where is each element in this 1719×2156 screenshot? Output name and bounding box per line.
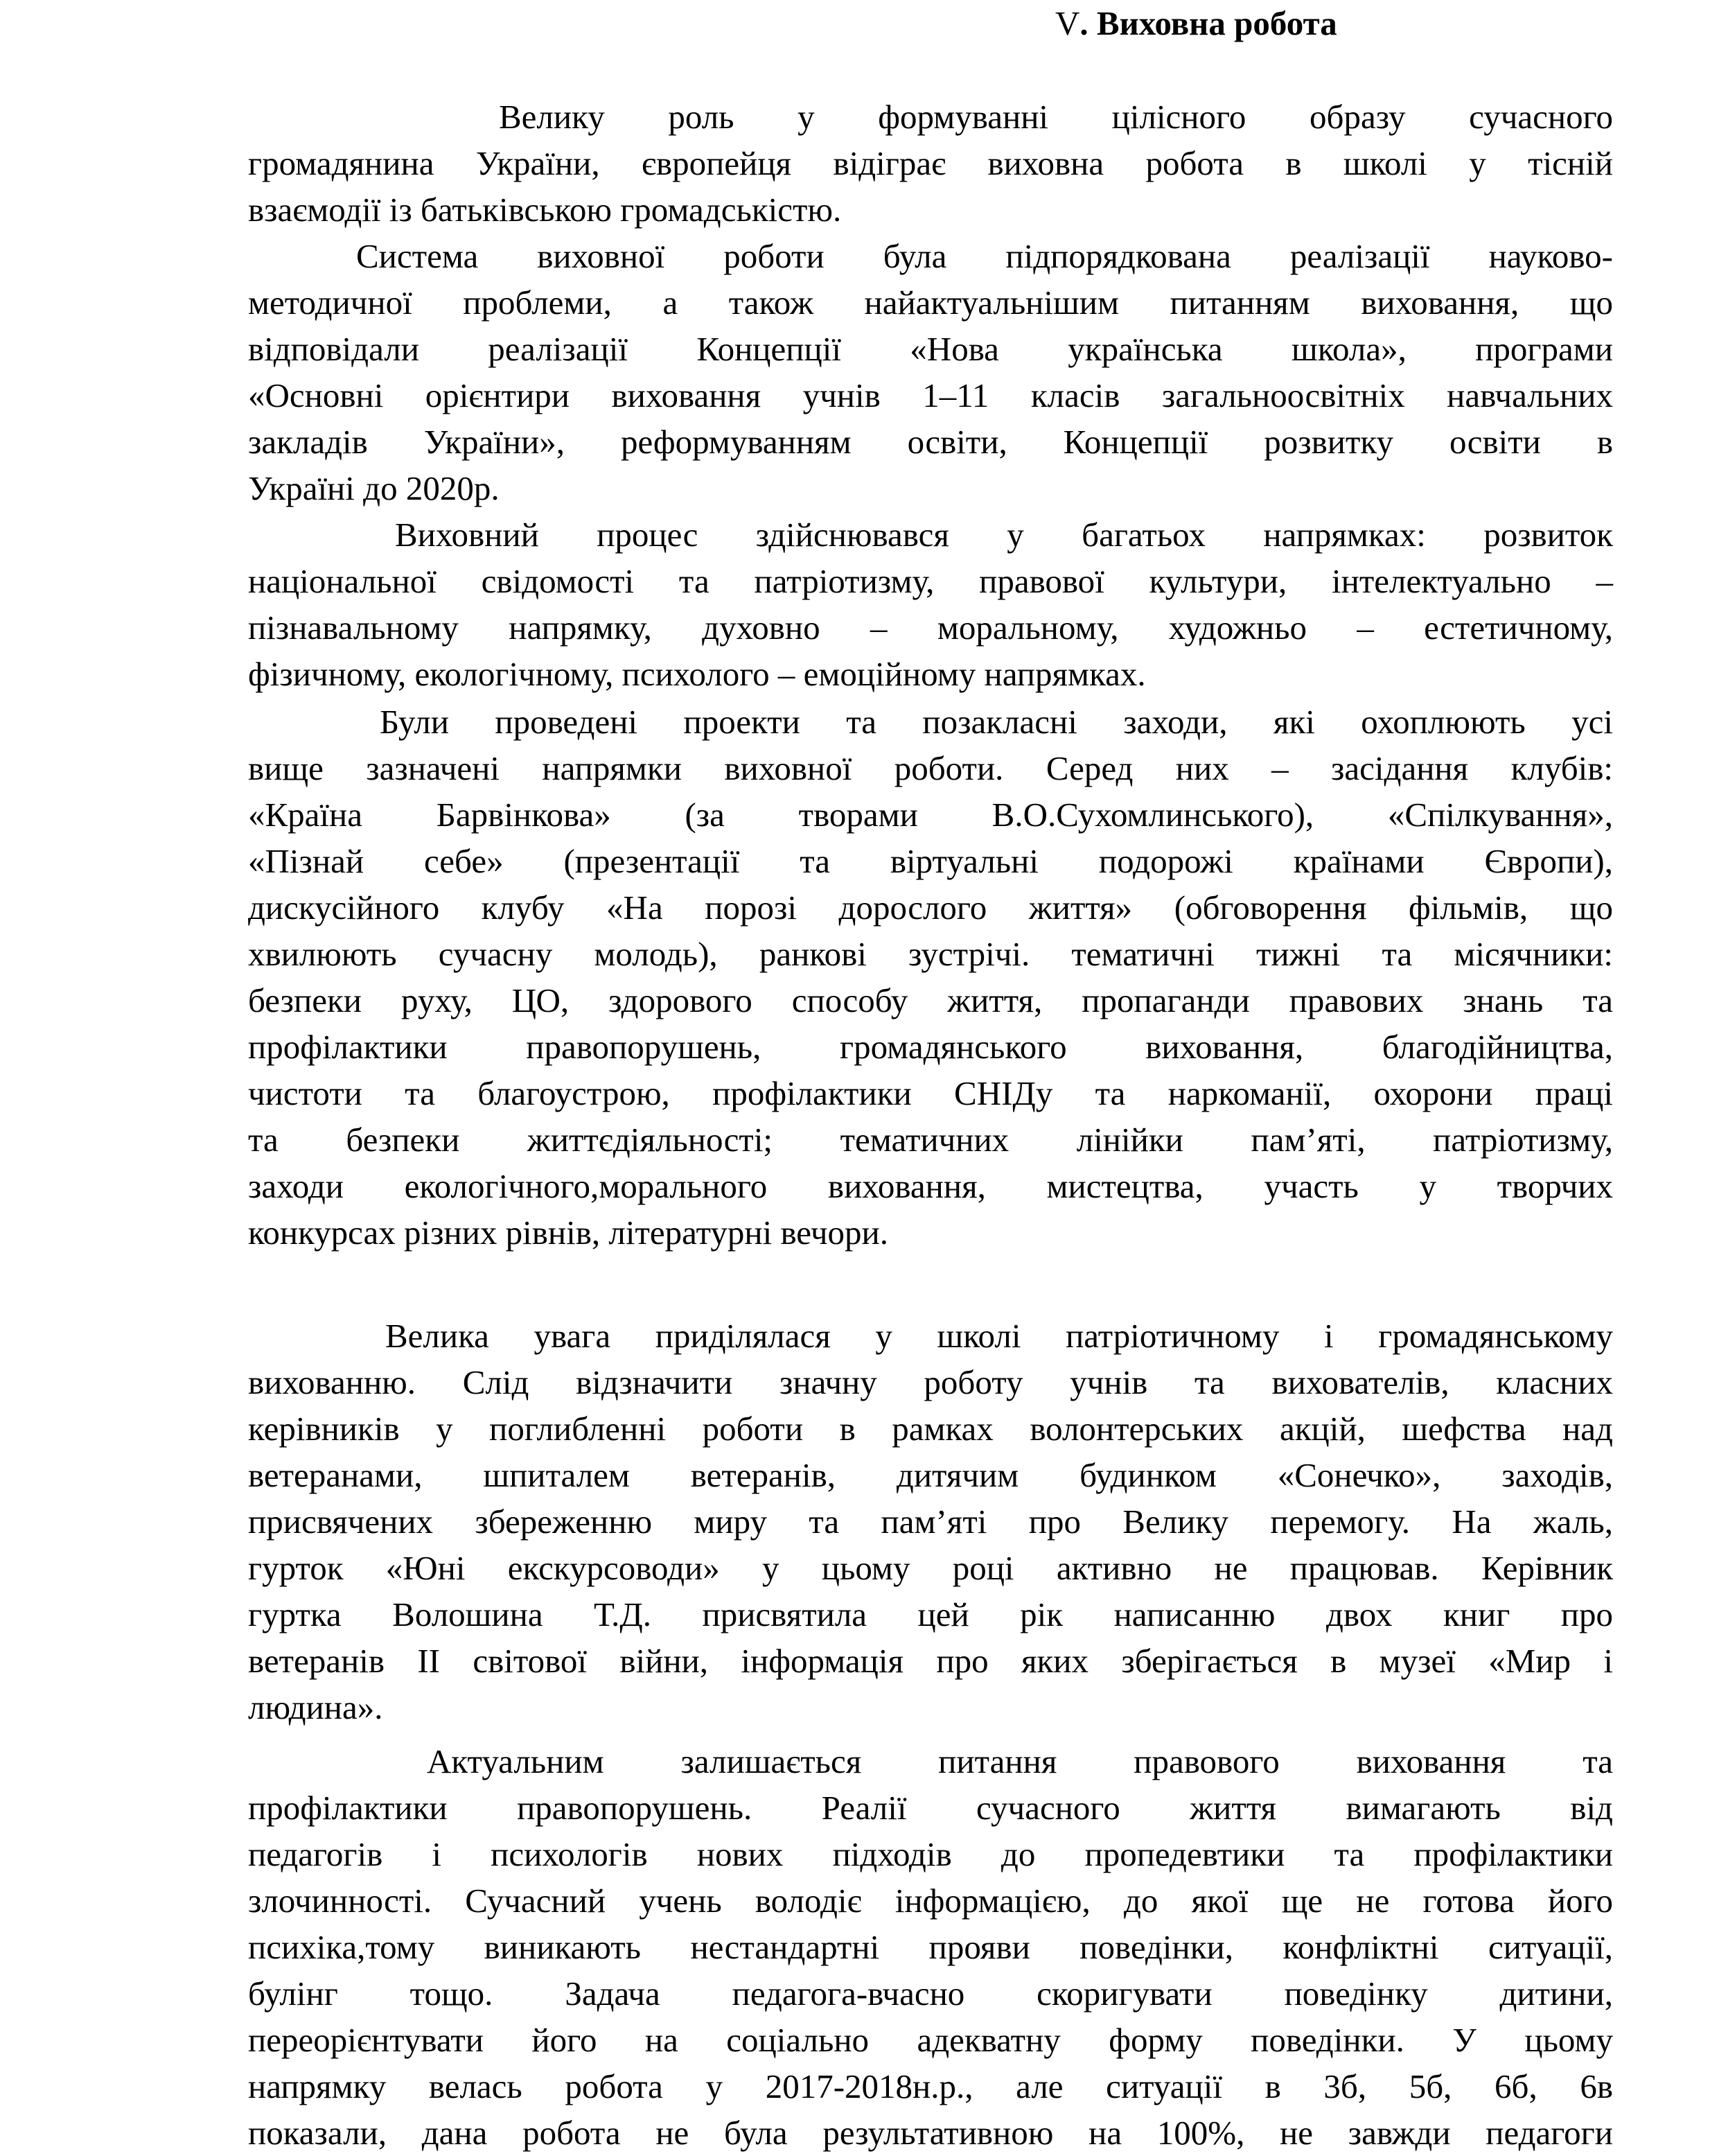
text-line: чистоти та благоустрою, профілактики СНІДу та наркоманії, охорони праці bbox=[248, 1074, 1613, 1112]
text-line: гуртка Волошина Т.Д. присвятила цей рік написанню двох книг про bbox=[248, 1595, 1613, 1633]
text-line: фізичному, екологічному, психолого – емоційному напрямках. bbox=[248, 655, 1146, 693]
text-line: методичної проблеми, а також найактуальнішим питанням виховання, що bbox=[248, 283, 1613, 322]
section-heading bbox=[1055, 3, 1337, 44]
text-line: профілактики правопорушень, громадянського виховання, благодійництва, bbox=[248, 1028, 1613, 1066]
text-line: керівників у поглибленні роботи в рамках волонтерських акцій, шефства над bbox=[248, 1410, 1613, 1448]
text-line: психіка,тому виникають нестандартні прояви поведінки, конфліктні ситуації, bbox=[248, 1928, 1613, 1966]
text-line: національної свідомості та патріотизму, правової культури, інтелектуально – bbox=[248, 562, 1613, 600]
text-line: «Основні орієнтири виховання учнів 1–11 класів загальноосвітніх навчальних bbox=[248, 376, 1613, 414]
paragraph bbox=[248, 1313, 1613, 1730]
text-line: дискусійного клубу «На порозі дорослого життя» (обговорення фільмів, що bbox=[248, 888, 1613, 927]
text-line: заходи екологічного,морального виховання, мистецтва, участь у творчих bbox=[248, 1167, 1613, 1205]
text-line: громадянина України, європейця відіграє виховна робота в школі у тісній bbox=[248, 144, 1613, 182]
text-line: взаємодії із батьківською громадськістю. bbox=[248, 191, 842, 229]
text-line: переорієнтувати його на соціально адекватну форму поведінки. У цьому bbox=[248, 2021, 1613, 2059]
text-line: Актуальним залишається питання правового виховання та bbox=[427, 1742, 1613, 1780]
text-line: людина». bbox=[248, 1688, 383, 1726]
text-line: конкурсах різних рівнів, літературні вечори. bbox=[248, 1213, 888, 1252]
text-line: закладів України», реформуванням освіти, Концепції розвитку освіти в bbox=[248, 423, 1613, 461]
text-line: ветеранів ІІ світової війни, інформація про яких зберігається в музеї «Мир і bbox=[248, 1642, 1613, 1680]
text-line: Були проведені проекти та позакласні заходи, які охоплюють усі bbox=[380, 703, 1613, 741]
text-line: Виховний процес здійснювався у багатьох напрямках: розвиток bbox=[395, 516, 1613, 554]
text-line: гурток «Юні екскурсоводи» у цьому році активно не працював. Керівник bbox=[248, 1549, 1613, 1587]
section-title: . Виховна робота bbox=[1079, 4, 1337, 42]
text-line: вихованню. Слід відзначити значну роботу учнів та вихователів, класних bbox=[248, 1363, 1613, 1401]
text-line: присвячених збереженню миру та пам’яті про Велику перемогу. На жаль, bbox=[248, 1502, 1613, 1541]
text-line: «Пізнай себе» (презентації та віртуальні подорожі країнами Європи), bbox=[248, 842, 1613, 880]
text-line: та безпеки життєдіяльності; тематичних лінійки пам’яті, патріотизму, bbox=[248, 1121, 1613, 1159]
text-line: ветеранами, шпиталем ветеранів, дитячим будинком «Сонечко», заходів, bbox=[248, 1456, 1613, 1494]
text-line: Система виховної роботи була підпорядкована реалізації науково- bbox=[356, 237, 1613, 275]
text-line: безпеки руху, ЦО, здорового способу життя, пропаганди правових знань та bbox=[248, 981, 1613, 1019]
paragraph bbox=[248, 233, 1613, 511]
text-line: хвилюють сучасну молодь), ранкові зустрічі. тематичні тижні та місячники: bbox=[248, 935, 1613, 973]
paragraph bbox=[248, 699, 1613, 1256]
text-line: злочинності. Сучасний учень володіє інформацією, до якої ще не готова його bbox=[248, 1882, 1613, 1920]
paragraph bbox=[248, 1738, 1613, 2156]
paragraph bbox=[248, 94, 1613, 233]
text-line: Велику роль у формуванні цілісного образу сучасного bbox=[499, 98, 1613, 136]
paragraph bbox=[248, 511, 1613, 697]
text-line: «Країна Барвінкова» (за творами В.О.Сухомлинського), «Спілкування», bbox=[248, 796, 1613, 834]
text-line: профілактики правопорушень. Реалії сучасного життя вимагають від bbox=[248, 1789, 1613, 1827]
text-line: пізнавальному напрямку, духовно – моральному, художньо – естетичному, bbox=[248, 608, 1613, 647]
text-line: напрямку велась робота у 2017-2018н.р., але ситуації в 3б, 5б, 6б, 6в bbox=[248, 2067, 1613, 2105]
section-numeral: V bbox=[1055, 4, 1080, 42]
text-line: булінг тощо. Задача педагога-вчасно скоригувати поведінку дитини, bbox=[248, 1974, 1613, 2013]
text-line: Україні до 2020р. bbox=[248, 469, 500, 507]
text-line: Велика увага приділялася у школі патріотичному і громадянському bbox=[385, 1317, 1613, 1355]
text-line: відповідали реалізації Концепції «Нова українська школа», програми bbox=[248, 330, 1613, 368]
text-line: вище зазначені напрямки виховної роботи. Серед них – засідання клубів: bbox=[248, 749, 1613, 787]
text-line: педагогів і психологів нових підходів до пропедевтики та профілактики bbox=[248, 1835, 1613, 1873]
text-line: показали, дана робота не була результативною на 100%, не завжди педагоги bbox=[248, 2114, 1613, 2152]
